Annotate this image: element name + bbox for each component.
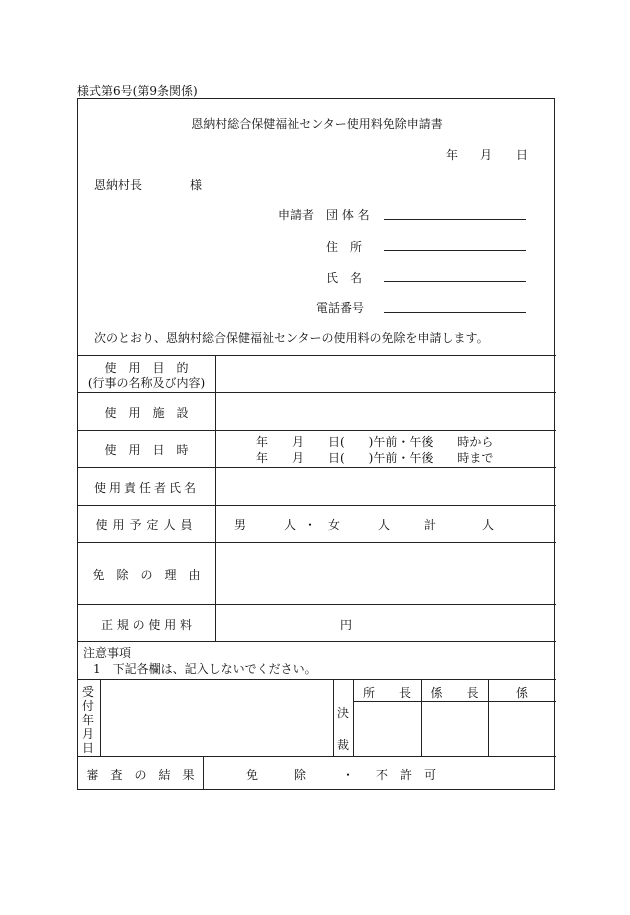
phone-label: 電話番号 (316, 301, 365, 315)
review-separator: ・ (342, 768, 355, 782)
divider (78, 505, 556, 506)
purpose-field[interactable] (216, 356, 555, 392)
request-text: 次のとおり、恩納村総合保健福祉センターの使用料の免除を申請します。 (94, 331, 489, 345)
people-label: 使用予定人員 (95, 518, 198, 532)
notes-item-1: 1 下記各欄は、記入しないでください。 (93, 662, 317, 676)
people-total-label: 計 (424, 518, 437, 532)
divider (203, 756, 204, 790)
divider (78, 430, 556, 431)
purpose-label: 使 用 目 的 (104, 361, 189, 375)
group-name-label: 団 体 名 (326, 208, 370, 222)
fee-label: 正 規 の 使 用 料 (100, 618, 193, 632)
facility-field[interactable] (216, 393, 555, 429)
responsible-field[interactable] (216, 468, 555, 504)
decision-label: 決裁 (337, 706, 350, 752)
date-month: 月 (480, 148, 493, 162)
stamp-col-staff: 係 (515, 686, 528, 700)
form-title: 恩納村総合保健福祉センター使用料免除申請書 (191, 117, 443, 131)
stamp-col-chief: 係 長 (430, 686, 479, 700)
review-option-deny[interactable]: 不 許 可 (376, 768, 437, 782)
people-female-unit: 人 (378, 518, 391, 532)
divider (78, 756, 556, 757)
name-field[interactable] (384, 281, 526, 282)
facility-label: 使 用 施 設 (104, 406, 189, 420)
people-male-label: 男 (234, 518, 247, 532)
datetime-to[interactable]: 年 月 日( )午前・午後 時まで (256, 451, 494, 465)
people-separator: ・ (304, 518, 317, 532)
group-name-field[interactable] (384, 219, 526, 220)
review-label: 審 査 の 結 果 (86, 768, 195, 782)
form-number: 様式第6号(第9条関係) (77, 84, 198, 98)
application-form-frame (77, 98, 555, 790)
divider (333, 679, 334, 756)
addressee-name: 恩納村長 (94, 178, 143, 192)
name-label: 氏 名 (326, 271, 363, 285)
date-year: 年 (446, 148, 459, 162)
received-date-label: 受付年月日 (82, 685, 95, 755)
people-total-unit: 人 (482, 518, 495, 532)
notes-heading: 注意事項 (83, 646, 132, 660)
review-option-exempt[interactable]: 免 除 (246, 768, 307, 782)
divider (353, 701, 556, 702)
people-female-label: 女 (328, 518, 341, 532)
applicant-heading: 申請者 (278, 208, 315, 222)
fee-unit: 円 (340, 618, 353, 632)
datetime-from[interactable]: 年 月 日( )午前・午後 時から (256, 435, 494, 449)
reason-field[interactable] (216, 543, 555, 603)
datetime-label: 使 用 日 時 (104, 443, 189, 457)
date-day: 日 (516, 148, 529, 162)
people-male-unit: 人 (284, 518, 297, 532)
reason-label: 免 除 の 理 由 (92, 568, 201, 582)
responsible-label: 使用責任者氏名 (93, 481, 199, 495)
stamp-col-director: 所 長 (362, 686, 411, 700)
addressee-honorific: 様 (190, 178, 203, 192)
address-field[interactable] (384, 250, 526, 251)
purpose-sublabel: (行事の名称及び内容) (87, 376, 206, 390)
received-date-field[interactable] (101, 680, 333, 756)
divider (78, 604, 556, 605)
divider (78, 641, 556, 642)
address-label: 住 所 (326, 240, 363, 254)
phone-field[interactable] (384, 312, 526, 313)
